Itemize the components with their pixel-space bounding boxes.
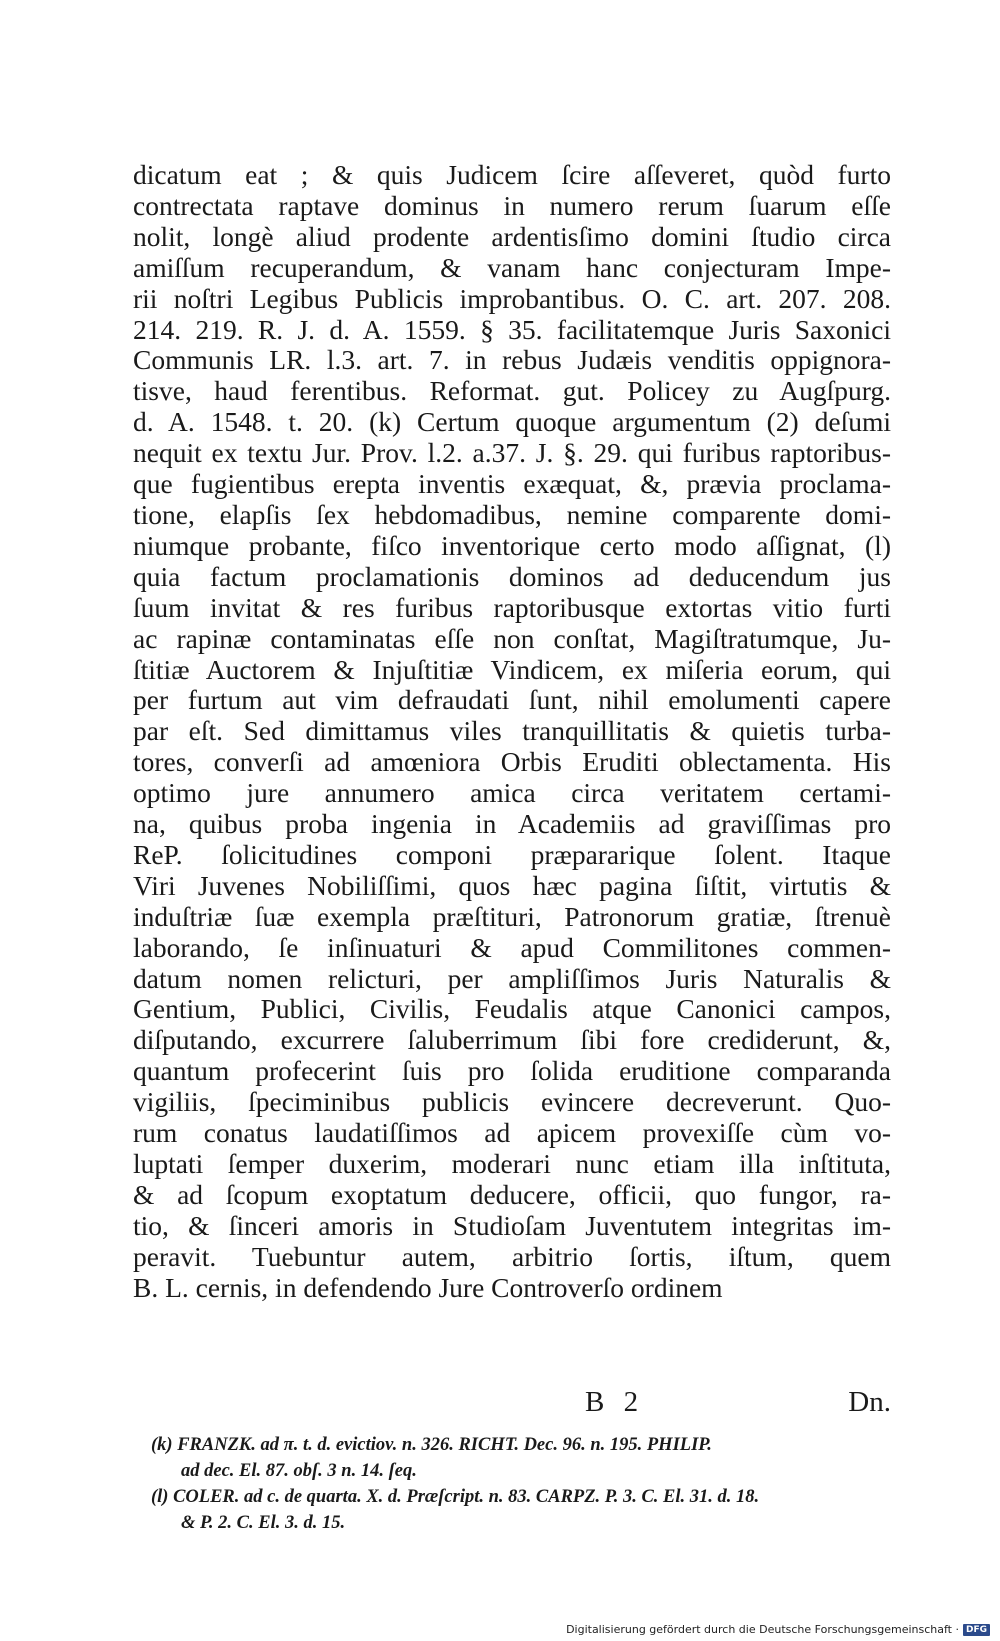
- text-line: laborando, ſe inſinuaturi & apud Commilitones commen-: [133, 931, 891, 963]
- text-line: vigiliis, ſpeciminibus publicis evincere decreverunt. Quo-: [133, 1086, 891, 1118]
- text-line: ac rapinæ contaminatas eſſe non conſtat, Magiſtratumque, Ju-: [133, 622, 891, 654]
- text-line: ſtitiæ Auctorem & Injuſtitiæ Vindicem, ex miſeria eorum, qui: [133, 653, 891, 685]
- text-line: Viri Juvenes Nobiliſſimi, quos hæc pagina ſiſtit, virtutis &: [133, 869, 891, 901]
- dfg-logo: DFG: [963, 1624, 990, 1636]
- text-line: contrectata raptave dominus in numero rerum ſuarum eſſe: [133, 189, 891, 221]
- text-line: na, quibus proba ingenia in Academiis ad graviſſimas pro: [133, 808, 891, 840]
- text-line: tores, converſi ad amœniora Orbis Eruditi oblectamenta. His: [133, 746, 891, 778]
- text-line: niumque probante, fiſco inventorique certo modo aſſignat, (l): [133, 529, 891, 561]
- digitization-credit: [566, 1623, 990, 1636]
- text-line: quantum profecerint ſuis pro ſolida eruditione comparanda: [133, 1055, 891, 1087]
- text-line: que fugientibus erepta inventis exæquat, &, prævia proclama-: [133, 468, 891, 500]
- text-line: per furtum aut vim defraudati ſunt, nihil emolumenti capere: [133, 684, 891, 716]
- text-line: d. A. 1548. t. 20. (k) Certum quoque argumentum (2) deſumi: [133, 406, 891, 438]
- footnotes: [151, 1432, 891, 1536]
- footnote-k-line-2: ad dec. El. 87. obſ. 3 n. 14. ſeq.: [181, 1461, 417, 1481]
- text-line: B. L. cernis, in defendendo Jure Controverſo ordinem: [133, 1271, 723, 1303]
- text-line: dicatum eat ; & quis Judicem ſcire aſſeveret, quòd furto: [133, 159, 891, 190]
- text-line: luptati ſemper duxerim, moderari nunc etiam illa inſtituta,: [133, 1148, 891, 1179]
- text-line: par eſt. Sed dimittamus viles tranquillitatis & quietis turba-: [133, 715, 891, 747]
- main-text-block: [133, 160, 891, 1304]
- catch-line: [133, 1386, 891, 1420]
- text-line: rum conatus laudatiſſimos ad apicem provexiſſe cùm vo-: [133, 1117, 891, 1149]
- text-line: ſuum invitat & res furibus raptoribusque extortas vitio furti: [133, 591, 891, 623]
- text-line: nequit ex textu Jur. Prov. l.2. a.37. J. §. 29. qui furibus raptoribus-: [133, 437, 891, 469]
- text-line: optimo jure annumero amica circa veritatem certami-: [133, 777, 891, 809]
- catchword: Dn.: [848, 1386, 891, 1418]
- text-line: amiſſum recuperandum, & vanam hanc conjecturam Impe-: [133, 251, 891, 283]
- footnote-k-line-1: (k) FRANZK. ad π. t. d. evictiov. n. 326. RICHT. Dec. 96. n. 195. PHILIP.: [151, 1435, 712, 1455]
- text-line: Communis LR. l.3. art. 7. in rebus Judæis venditis oppignora-: [133, 344, 891, 376]
- signature-mark: B 2: [585, 1386, 645, 1418]
- text-line: quia factum proclamationis dominos ad deducendum jus: [133, 560, 891, 592]
- text-line: 214. 219. R. J. d. A. 1559. § 35. facilitatemque Juris Saxonici: [133, 313, 891, 345]
- text-line: peravit. Tuebuntur autem, arbitrio ſortis, iſtum, quem: [133, 1240, 891, 1272]
- credit-text: Digitalisierung gefördert durch die Deutsche Forschungsgemeinschaft ·: [566, 1623, 959, 1636]
- text-line: nolit, longè aliud prodente ardentisſimo domini ſtudio circa: [133, 220, 891, 252]
- text-line: datum nomen relicturi, per ampliſſimos Juris Naturalis &: [133, 962, 891, 994]
- text-line: tisve, haud ferentibus. Reformat. gut. Policey zu Augſpurg.: [133, 375, 891, 407]
- footnote-l-line-1: (l) COLER. ad c. de quarta. X. d. Præſcript. n. 83. CARPZ. P. 3. C. El. 31. d. 18.: [151, 1487, 760, 1507]
- text-line: rii noſtri Legibus Publicis improbantibus. O. C. art. 207. 208.: [133, 282, 891, 314]
- text-line: tio, & ſinceri amoris in Studioſam Juventutem integritas im-: [133, 1209, 891, 1241]
- text-line: diſputando, excurrere ſaluberrimum ſibi fore crediderunt, &,: [133, 1024, 891, 1056]
- text-line: tione, elapſis ſex hebdomadibus, nemine comparente domi-: [133, 498, 891, 530]
- text-line: & ad ſcopum exoptatum deducere, officii, quo fungor, ra-: [133, 1178, 891, 1210]
- text-line: ReP. ſolicitudines componi præpararique ſolent. Itaque: [133, 838, 891, 870]
- footnote-l-line-2: & P. 2. C. El. 3. d. 15.: [181, 1513, 346, 1533]
- text-line: Gentium, Publici, Civilis, Feudalis atque Canonici campos,: [133, 993, 891, 1025]
- text-line: induſtriæ ſuæ exempla præſtituri, Patronorum gratiæ, ſtrenuè: [133, 900, 891, 932]
